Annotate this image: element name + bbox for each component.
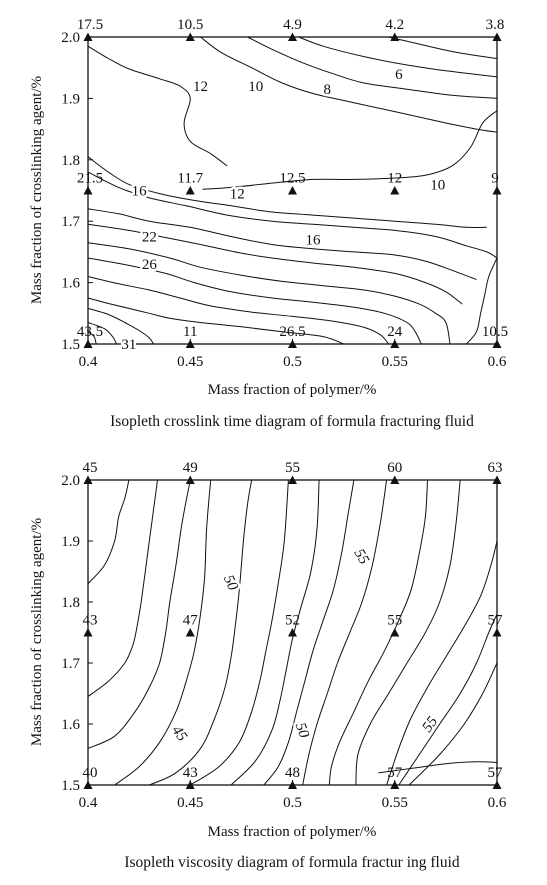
data-point-marker bbox=[186, 186, 195, 195]
data-point-label: 57 bbox=[487, 765, 503, 781]
data-point-marker bbox=[390, 186, 399, 195]
data-point-label: 40 bbox=[82, 765, 98, 781]
contour-line bbox=[88, 480, 158, 697]
contour-value-label: 22 bbox=[141, 229, 157, 246]
contour-line bbox=[248, 37, 498, 98]
y-tick-label: 1.7 bbox=[61, 214, 80, 231]
y-tick-label: 1.9 bbox=[61, 91, 80, 108]
contour-value-label: 26 bbox=[141, 257, 157, 274]
contour-line bbox=[190, 480, 288, 785]
crosslink-time-panel bbox=[29, 17, 508, 430]
data-point-label: 24 bbox=[387, 324, 403, 340]
data-point-label: 43.5 bbox=[76, 324, 104, 340]
contour-value-label: 6 bbox=[395, 66, 403, 83]
contour-value-label: 50 bbox=[291, 720, 312, 741]
x-tick-label: 0.6 bbox=[487, 354, 507, 370]
chart-caption: Isopleth viscosity diagram of formula fractur ing fluid bbox=[124, 854, 460, 871]
contour-value-label: 55 bbox=[419, 713, 442, 736]
data-point-label: 45 bbox=[82, 460, 98, 476]
data-point-marker bbox=[84, 628, 93, 637]
x-tick-label: 0.6 bbox=[487, 795, 507, 811]
contour-line bbox=[149, 480, 251, 785]
contour-value-label: 16 bbox=[305, 232, 321, 249]
contour-line bbox=[389, 37, 497, 59]
contour-value-label: 45 bbox=[168, 722, 191, 745]
y-tick-label: 1.5 bbox=[61, 337, 80, 353]
y-tick-label: 1.8 bbox=[61, 595, 80, 611]
data-point-marker bbox=[288, 628, 297, 637]
x-tick-label: 0.4 bbox=[78, 354, 98, 370]
contour-line bbox=[88, 258, 421, 344]
data-point-marker bbox=[288, 186, 297, 195]
contour-value-label: 31 bbox=[121, 337, 137, 353]
contour-line bbox=[356, 480, 460, 785]
x-tick-label: 0.5 bbox=[283, 795, 302, 811]
contour-value-label: 8 bbox=[323, 82, 332, 99]
data-point-marker bbox=[186, 628, 195, 637]
contour-line bbox=[329, 480, 427, 785]
data-point-marker bbox=[84, 186, 93, 195]
data-point-label: 43 bbox=[182, 765, 198, 781]
data-point-label: 57 bbox=[387, 765, 403, 781]
axis-ticks bbox=[61, 30, 507, 370]
data-point-label: 10.5 bbox=[177, 17, 204, 33]
contour-value-label: 10 bbox=[430, 177, 446, 194]
data-point-label: 3.8 bbox=[485, 17, 505, 33]
contour-line bbox=[88, 46, 227, 166]
data-point-label: 21.5 bbox=[76, 170, 104, 187]
contour-value-label: 10 bbox=[248, 79, 264, 96]
y-tick-label: 1.8 bbox=[61, 152, 80, 169]
x-tick-label: 0.55 bbox=[381, 354, 408, 370]
contour-value-label: 12 bbox=[192, 79, 208, 96]
viscosity-panel bbox=[29, 460, 507, 871]
contour-value-label: 55 bbox=[350, 546, 372, 568]
y-axis-label: Mass fraction of crosslinking agent/% bbox=[29, 517, 45, 747]
contour-value-label: 16 bbox=[131, 183, 147, 200]
y-tick-label: 1.7 bbox=[61, 656, 80, 672]
data-point-label: 52 bbox=[285, 612, 300, 629]
contour-line bbox=[203, 111, 498, 190]
x-tick-label: 0.45 bbox=[177, 795, 204, 811]
data-point-label: 55 bbox=[387, 612, 403, 629]
crosslink-time-contour-labels bbox=[121, 67, 445, 353]
data-point-label: 12.5 bbox=[279, 170, 306, 187]
data-point-label: 49 bbox=[182, 460, 198, 476]
y-tick-label: 1.6 bbox=[61, 275, 80, 292]
data-point-label: 17.5 bbox=[76, 17, 104, 33]
x-axis-label: Mass fraction of polymer/% bbox=[207, 382, 377, 398]
data-point-label: 47 bbox=[182, 612, 198, 629]
data-point-label: 11 bbox=[183, 324, 198, 340]
contour-line bbox=[387, 541, 497, 785]
x-tick-label: 0.4 bbox=[78, 795, 98, 811]
data-point-label: 63 bbox=[487, 460, 503, 476]
x-tick-label: 0.55 bbox=[381, 795, 408, 811]
x-tick-label: 0.45 bbox=[177, 354, 204, 370]
x-axis-label: Mass fraction of polymer/% bbox=[207, 824, 377, 840]
data-point-label: 26.5 bbox=[279, 324, 306, 340]
viscosity-points bbox=[83, 460, 504, 789]
data-point-label: 57 bbox=[487, 612, 503, 629]
contour-line bbox=[88, 480, 129, 584]
data-point-label: 60 bbox=[387, 460, 403, 476]
data-point-marker bbox=[493, 628, 502, 637]
contour-line bbox=[88, 277, 389, 345]
y-axis-label: Mass fraction of crosslinking agent/% bbox=[29, 75, 45, 305]
data-point-label: 12 bbox=[387, 170, 403, 187]
data-point-label: 10.5 bbox=[481, 324, 509, 340]
data-point-marker bbox=[390, 628, 399, 637]
contour-line bbox=[88, 157, 487, 228]
data-point-marker bbox=[493, 186, 502, 195]
y-tick-label: 1.5 bbox=[61, 778, 80, 794]
y-tick-label: 1.6 bbox=[61, 717, 80, 733]
contour-value-label: 12 bbox=[229, 186, 245, 203]
contour-line bbox=[303, 480, 387, 785]
data-point-label: 11.7 bbox=[177, 170, 204, 187]
y-tick-label: 2.0 bbox=[61, 473, 80, 489]
y-tick-label: 1.9 bbox=[61, 534, 80, 550]
data-point-label: 55 bbox=[285, 460, 300, 476]
data-point-label: 48 bbox=[285, 765, 300, 781]
x-tick-label: 0.5 bbox=[283, 354, 302, 370]
data-point-label: 9 bbox=[491, 170, 499, 187]
contour-line bbox=[115, 480, 211, 785]
contour-line bbox=[231, 480, 319, 785]
data-point-label: 4.9 bbox=[283, 17, 302, 33]
viscosity-contour-labels bbox=[168, 546, 441, 745]
contour-line bbox=[399, 614, 497, 785]
data-point-label: 4.2 bbox=[385, 17, 405, 33]
axis-ticks bbox=[61, 473, 507, 811]
contour-value-label: 50 bbox=[219, 572, 241, 594]
data-point-label: 43 bbox=[82, 612, 98, 629]
y-tick-label: 2.0 bbox=[61, 30, 80, 46]
chart-caption: Isopleth crosslink time diagram of formula fracturing fluid bbox=[110, 413, 474, 430]
